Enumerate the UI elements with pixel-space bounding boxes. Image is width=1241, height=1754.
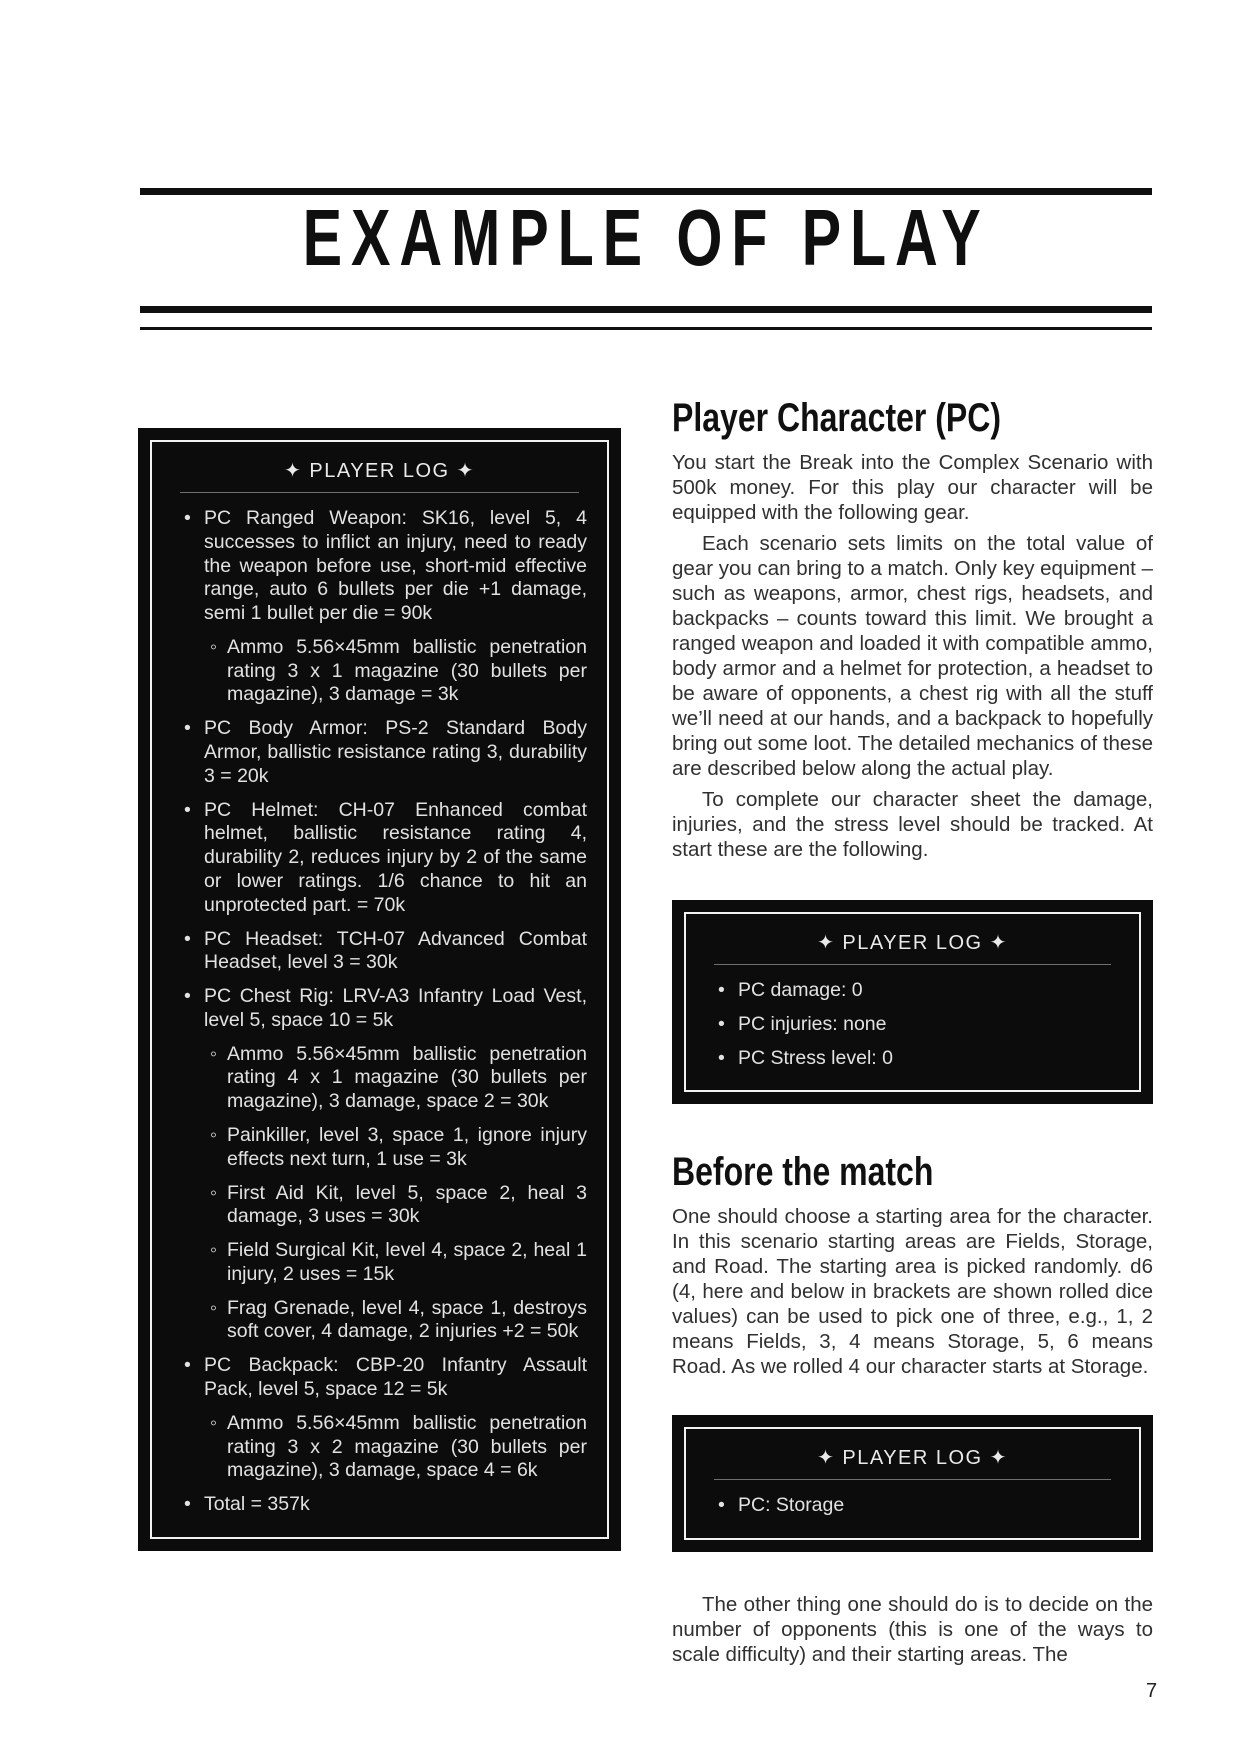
player-log-gear-title: ✦ PLAYER LOG ✦ xyxy=(180,458,579,493)
status-item-stress: • PC Stress level: 0 xyxy=(706,1047,1119,1071)
paragraph: You start the Break into the Complex Scenario with 500k money. For this play our character will be equipped with the following gear. xyxy=(672,451,1153,524)
player-log-gear-list xyxy=(172,507,587,1517)
gear-item: • PC Ranged Weapon: SK16, level 5, 4 successes to inflict an injury, need to ready the weapon before use, short-mid effective range, auto 6 bullets per die +1 damage, semi 1 bullet per die = 90k xyxy=(172,507,587,626)
paragraph: To complete our character sheet the damage, injuries, and the stress level should be tracked. At start these are the following. xyxy=(672,788,1153,861)
player-log-status-list xyxy=(706,979,1119,1070)
section-heading-player-character: Player Character (PC) xyxy=(672,396,1002,440)
page-number: 7 xyxy=(1146,1680,1158,1702)
player-log-gear-inner xyxy=(150,440,609,1539)
gear-subitem: ◦ Ammo 5.56×45mm ballistic penetration rating 3 x 2 magazine (30 bullets per magazine), 3 damage, space 4 = 6k xyxy=(172,1412,587,1483)
right-column xyxy=(672,396,1153,1673)
player-log-status-title: ✦ PLAYER LOG ✦ xyxy=(714,930,1111,965)
gear-subitem: ◦ Ammo 5.56×45mm ballistic penetration rating 3 x 1 magazine (30 bullets per magazine), 3 damage = 3k xyxy=(172,636,587,707)
gear-subitem: ◦ Field Surgical Kit, level 4, space 2, heal 1 injury, 2 uses = 15k xyxy=(172,1239,587,1287)
gear-item: • PC Helmet: CH-07 Enhanced combat helmet, ballistic resistance rating 4, durability 2, reduces injury by 2 of the same or lower ratings. 1/6 chance to hit an unprotected part. = 70k xyxy=(172,799,587,918)
title-rule-thin xyxy=(140,327,1152,330)
status-item-injuries: • PC injuries: none xyxy=(706,1013,1119,1037)
gear-subitem: ◦ Painkiller, level 3, space 1, ignore injury effects next turn, 1 use = 3k xyxy=(172,1124,587,1172)
gear-item: • PC Backpack: CBP-20 Infantry Assault Pack, level 5, space 12 = 5k xyxy=(172,1354,587,1402)
player-log-location-title: ✦ PLAYER LOG ✦ xyxy=(714,1445,1111,1480)
player-log-location-list xyxy=(706,1494,1119,1518)
location-item-pc: • PC: Storage xyxy=(706,1494,1119,1518)
player-log-gear-box xyxy=(138,428,621,1551)
gear-subitem: ◦ Frag Grenade, level 4, space 1, destroys soft cover, 4 damage, 2 injuries +2 = 50k xyxy=(172,1297,587,1345)
gear-item: • PC Body Armor: PS-2 Standard Body Armor, ballistic resistance rating 3, durability 3 = 20k xyxy=(172,717,587,788)
status-item-damage: • PC damage: 0 xyxy=(706,979,1119,1003)
paragraph: One should choose a starting area for the character. In this scenario starting areas are Fields, Storage, and Road. The starting area is picked randomly. d6 (4, here and below in brackets are shown rolled dice values) can be used to pick one of three, e.g., 1, 2 means Fields, 3, 4 means Storage, 5, 6 means Road. As we rolled 4 our character starts at Storage. xyxy=(672,1205,1153,1379)
page-title xyxy=(140,194,1152,282)
player-log-location-box xyxy=(672,1415,1153,1552)
gear-item: • PC Chest Rig: LRV-A3 Infantry Load Vest, level 5, space 10 = 5k xyxy=(172,985,587,1033)
player-log-status-box xyxy=(672,900,1153,1104)
paragraph: Each scenario sets limits on the total value of gear you can bring to a match. Only key equipment – such as weapons, armor, chest rigs, headsets, and backpacks – counts toward this limit. We brought a ranged weapon and loaded it with compatible ammo, body armor and a helmet for protection, a headset to be aware of opponents, a chest rig with all the stuff we’ll need at our hands, and a backpack to hopefully bring out some loot. The detailed mechanics of these are described below along the actual play. xyxy=(672,532,1153,780)
gear-subitem: ◦ First Aid Kit, level 5, space 2, heal 3 damage, 3 uses = 30k xyxy=(172,1182,587,1230)
gear-item-total: • Total = 357k xyxy=(172,1493,587,1517)
gear-item: • PC Headset: TCH-07 Advanced Combat Headset, level 3 = 30k xyxy=(172,928,587,976)
gear-subitem: ◦ Ammo 5.56×45mm ballistic penetration rating 4 x 1 magazine (30 bullets per magazine), 3 damage, space 2 = 30k xyxy=(172,1043,587,1114)
title-rule-bottom xyxy=(140,306,1152,313)
page-title-text: EXAMPLE OF PLAY xyxy=(302,193,990,282)
player-log-status-inner xyxy=(684,912,1141,1092)
left-column xyxy=(138,428,621,1551)
paragraph-closing: The other thing one should do is to decide on the number of opponents (this is one of the ways to scale difficulty) and their starting areas. The xyxy=(672,1593,1153,1667)
section-heading-before-match: Before the match xyxy=(672,1150,934,1195)
player-log-location-inner xyxy=(684,1427,1141,1540)
